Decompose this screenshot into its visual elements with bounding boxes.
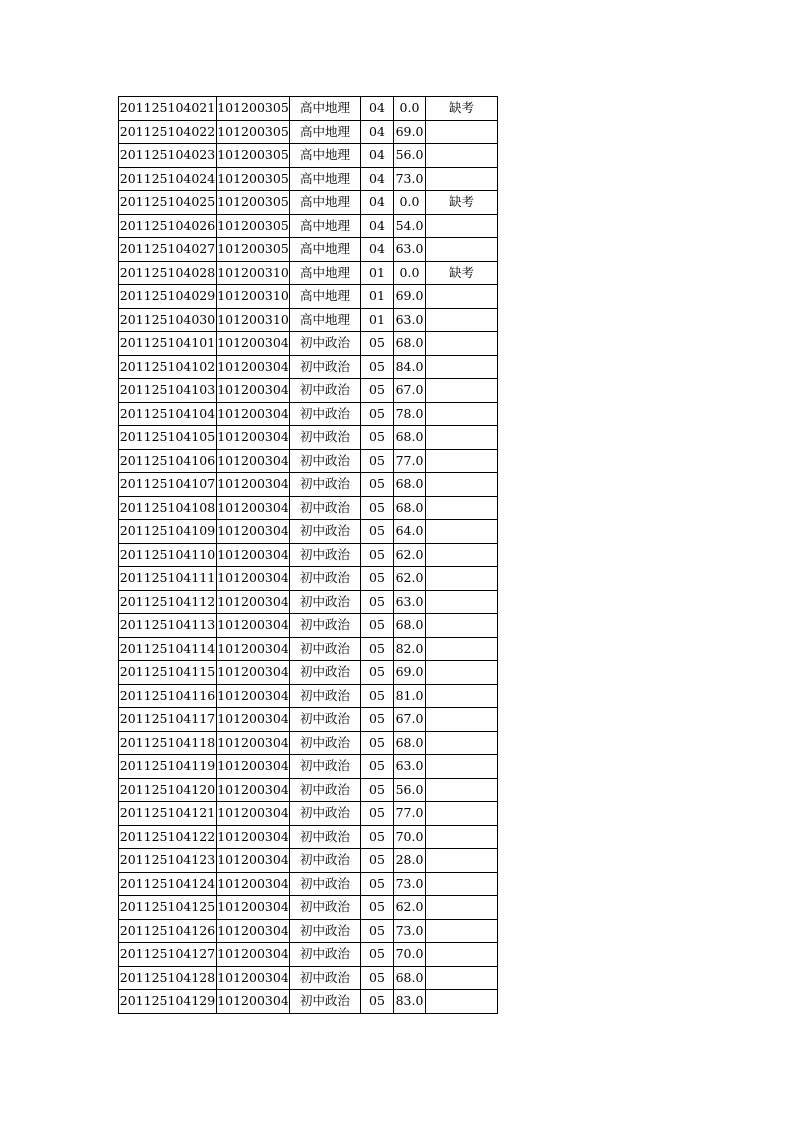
subject-cell: 初中政治 [290,778,361,802]
candidate-id-cell: 201125104110 [119,543,217,567]
note-cell [426,120,498,144]
group-cell: 01 [361,261,394,285]
table-row [119,214,498,238]
position-code-cell: 101200304 [217,872,290,896]
position-code-cell: 101200305 [217,144,290,168]
position-code-cell: 101200304 [217,567,290,591]
group-cell: 05 [361,567,394,591]
position-code-cell: 101200304 [217,802,290,826]
note-cell [426,990,498,1014]
table-row [119,543,498,567]
candidate-id-cell: 201125104026 [119,214,217,238]
table-row [119,426,498,450]
score-cell: 68.0 [394,332,426,356]
score-cell: 68.0 [394,731,426,755]
candidate-id-cell: 201125104124 [119,872,217,896]
position-code-cell: 101200310 [217,285,290,309]
position-code-cell: 101200310 [217,308,290,332]
position-code-cell: 101200304 [217,778,290,802]
score-cell: 70.0 [394,943,426,967]
table-row [119,261,498,285]
position-code-cell: 101200304 [217,755,290,779]
position-code-cell: 101200304 [217,708,290,732]
subject-cell: 初中政治 [290,684,361,708]
table-row [119,567,498,591]
candidate-id-cell: 201125104028 [119,261,217,285]
candidate-id-cell: 201125104120 [119,778,217,802]
group-cell: 05 [361,849,394,873]
group-cell: 05 [361,731,394,755]
table-row [119,872,498,896]
note-cell [426,825,498,849]
score-cell: 69.0 [394,285,426,309]
table-row [119,990,498,1014]
group-cell: 05 [361,661,394,685]
group-cell: 05 [361,755,394,779]
subject-cell: 初中政治 [290,426,361,450]
candidate-id-cell: 201125104116 [119,684,217,708]
candidate-id-cell: 201125104117 [119,708,217,732]
note-cell [426,896,498,920]
position-code-cell: 101200304 [217,919,290,943]
candidate-id-cell: 201125104109 [119,520,217,544]
candidate-id-cell: 201125104118 [119,731,217,755]
group-cell: 05 [361,496,394,520]
subject-cell: 初中政治 [290,966,361,990]
note-cell [426,379,498,403]
group-cell: 05 [361,872,394,896]
score-cell: 84.0 [394,355,426,379]
subject-cell: 初中政治 [290,849,361,873]
group-cell: 05 [361,684,394,708]
subject-cell: 高中地理 [290,214,361,238]
candidate-id-cell: 201125104126 [119,919,217,943]
table-row [119,755,498,779]
table-row [119,308,498,332]
score-cell: 68.0 [394,614,426,638]
position-code-cell: 101200304 [217,426,290,450]
group-cell: 04 [361,191,394,215]
subject-cell: 高中地理 [290,238,361,262]
note-cell [426,426,498,450]
score-cell: 70.0 [394,825,426,849]
group-cell: 05 [361,402,394,426]
note-cell [426,355,498,379]
candidate-id-cell: 201125104103 [119,379,217,403]
note-cell [426,496,498,520]
subject-cell: 初中政治 [290,802,361,826]
candidate-id-cell: 201125104123 [119,849,217,873]
position-code-cell: 101200304 [217,990,290,1014]
subject-cell: 初中政治 [290,872,361,896]
score-cell: 81.0 [394,684,426,708]
score-cell: 63.0 [394,755,426,779]
subject-cell: 初中政治 [290,379,361,403]
note-cell [426,684,498,708]
table-row [119,708,498,732]
score-cell: 68.0 [394,496,426,520]
note-cell [426,473,498,497]
candidate-id-cell: 201125104027 [119,238,217,262]
subject-cell: 初中政治 [290,708,361,732]
candidate-id-cell: 201125104115 [119,661,217,685]
subject-cell: 高中地理 [290,308,361,332]
subject-cell: 初中政治 [290,355,361,379]
position-code-cell: 101200304 [217,355,290,379]
position-code-cell: 101200304 [217,943,290,967]
candidate-id-cell: 201125104022 [119,120,217,144]
score-cell: 67.0 [394,379,426,403]
note-cell [426,755,498,779]
table-row [119,167,498,191]
table-row [119,637,498,661]
position-code-cell: 101200310 [217,261,290,285]
score-cell: 68.0 [394,966,426,990]
candidate-id-cell: 201125104029 [119,285,217,309]
candidate-id-cell: 201125104021 [119,97,217,121]
table-row [119,332,498,356]
note-cell [426,520,498,544]
group-cell: 05 [361,426,394,450]
subject-cell: 初中政治 [290,755,361,779]
table-row [119,285,498,309]
table-row [119,778,498,802]
subject-cell: 初中政治 [290,637,361,661]
subject-cell: 初中政治 [290,449,361,473]
subject-cell: 初中政治 [290,990,361,1014]
position-code-cell: 101200304 [217,849,290,873]
candidate-id-cell: 201125104024 [119,167,217,191]
subject-cell: 初中政治 [290,919,361,943]
note-cell [426,144,498,168]
table-row [119,355,498,379]
group-cell: 05 [361,708,394,732]
group-cell: 05 [361,379,394,403]
table-row [119,684,498,708]
position-code-cell: 101200305 [217,191,290,215]
position-code-cell: 101200304 [217,473,290,497]
position-code-cell: 101200304 [217,966,290,990]
group-cell: 04 [361,144,394,168]
subject-cell: 初中政治 [290,943,361,967]
table-row [119,449,498,473]
note-cell [426,778,498,802]
score-cell: 68.0 [394,426,426,450]
group-cell: 05 [361,825,394,849]
candidate-id-cell: 201125104125 [119,896,217,920]
group-cell: 05 [361,919,394,943]
score-table-body [119,97,498,1014]
score-cell: 0.0 [394,97,426,121]
position-code-cell: 101200304 [217,449,290,473]
table-row [119,919,498,943]
position-code-cell: 101200305 [217,214,290,238]
subject-cell: 初中政治 [290,543,361,567]
candidate-id-cell: 201125104108 [119,496,217,520]
group-cell: 05 [361,943,394,967]
score-cell: 64.0 [394,520,426,544]
group-cell: 05 [361,990,394,1014]
candidate-id-cell: 201125104112 [119,590,217,614]
position-code-cell: 101200304 [217,731,290,755]
score-cell: 78.0 [394,402,426,426]
table-row [119,120,498,144]
note-cell [426,731,498,755]
table-row [119,802,498,826]
table-row [119,943,498,967]
note-cell [426,402,498,426]
score-cell: 63.0 [394,238,426,262]
table-row [119,731,498,755]
group-cell: 04 [361,120,394,144]
table-row [119,473,498,497]
note-cell [426,285,498,309]
group-cell: 04 [361,167,394,191]
note-cell [426,332,498,356]
candidate-id-cell: 201125104129 [119,990,217,1014]
position-code-cell: 101200305 [217,120,290,144]
candidate-id-cell: 201125104102 [119,355,217,379]
candidate-id-cell: 201125104106 [119,449,217,473]
subject-cell: 初中政治 [290,496,361,520]
candidate-id-cell: 201125104105 [119,426,217,450]
note-cell [426,708,498,732]
table-row [119,896,498,920]
candidate-id-cell: 201125104025 [119,191,217,215]
candidate-id-cell: 201125104101 [119,332,217,356]
note-cell [426,590,498,614]
score-cell: 68.0 [394,473,426,497]
group-cell: 05 [361,896,394,920]
score-cell: 0.0 [394,261,426,285]
position-code-cell: 101200305 [217,238,290,262]
candidate-id-cell: 201125104023 [119,144,217,168]
score-cell: 69.0 [394,661,426,685]
score-cell: 73.0 [394,167,426,191]
position-code-cell: 101200304 [217,896,290,920]
subject-cell: 初中政治 [290,567,361,591]
score-cell: 62.0 [394,543,426,567]
candidate-id-cell: 201125104127 [119,943,217,967]
table-row [119,402,498,426]
subject-cell: 初中政治 [290,332,361,356]
note-cell [426,238,498,262]
note-cell [426,919,498,943]
position-code-cell: 101200304 [217,402,290,426]
subject-cell: 初中政治 [290,825,361,849]
note-cell [426,449,498,473]
note-cell [426,567,498,591]
subject-cell: 高中地理 [290,97,361,121]
note-cell: 缺考 [426,97,498,121]
score-cell: 63.0 [394,308,426,332]
position-code-cell: 101200304 [217,496,290,520]
position-code-cell: 101200305 [217,167,290,191]
score-cell: 62.0 [394,567,426,591]
group-cell: 05 [361,332,394,356]
note-cell [426,802,498,826]
table-row [119,590,498,614]
position-code-cell: 101200304 [217,637,290,661]
group-cell: 05 [361,449,394,473]
position-code-cell: 101200304 [217,379,290,403]
table-row [119,238,498,262]
subject-cell: 初中政治 [290,590,361,614]
position-code-cell: 101200304 [217,614,290,638]
score-cell: 67.0 [394,708,426,732]
score-cell: 77.0 [394,449,426,473]
position-code-cell: 101200304 [217,661,290,685]
score-cell: 77.0 [394,802,426,826]
subject-cell: 初中政治 [290,896,361,920]
note-cell [426,308,498,332]
subject-cell: 初中政治 [290,402,361,426]
score-cell: 69.0 [394,120,426,144]
candidate-id-cell: 201125104119 [119,755,217,779]
table-row [119,191,498,215]
table-row [119,661,498,685]
subject-cell: 初中政治 [290,520,361,544]
table-row [119,825,498,849]
score-cell: 56.0 [394,144,426,168]
subject-cell: 高中地理 [290,285,361,309]
score-cell: 28.0 [394,849,426,873]
note-cell [426,849,498,873]
subject-cell: 高中地理 [290,191,361,215]
position-code-cell: 101200304 [217,684,290,708]
table-row [119,520,498,544]
position-code-cell: 101200304 [217,332,290,356]
candidate-id-cell: 201125104030 [119,308,217,332]
candidate-id-cell: 201125104121 [119,802,217,826]
group-cell: 05 [361,614,394,638]
candidate-id-cell: 201125104111 [119,567,217,591]
note-cell [426,543,498,567]
score-cell: 56.0 [394,778,426,802]
note-cell [426,872,498,896]
score-cell: 0.0 [394,191,426,215]
note-cell [426,943,498,967]
score-cell: 63.0 [394,590,426,614]
position-code-cell: 101200305 [217,97,290,121]
candidate-id-cell: 201125104113 [119,614,217,638]
subject-cell: 高中地理 [290,261,361,285]
group-cell: 04 [361,238,394,262]
note-cell [426,637,498,661]
score-cell: 54.0 [394,214,426,238]
group-cell: 04 [361,97,394,121]
subject-cell: 初中政治 [290,731,361,755]
subject-cell: 初中政治 [290,614,361,638]
score-cell: 83.0 [394,990,426,1014]
candidate-id-cell: 201125104128 [119,966,217,990]
position-code-cell: 101200304 [217,825,290,849]
score-cell: 82.0 [394,637,426,661]
subject-cell: 初中政治 [290,661,361,685]
subject-cell: 高中地理 [290,144,361,168]
note-cell: 缺考 [426,191,498,215]
score-cell: 73.0 [394,919,426,943]
note-cell [426,167,498,191]
note-cell: 缺考 [426,261,498,285]
position-code-cell: 101200304 [217,543,290,567]
position-code-cell: 101200304 [217,590,290,614]
candidate-id-cell: 201125104122 [119,825,217,849]
table-row [119,379,498,403]
table-row [119,966,498,990]
table-row [119,849,498,873]
position-code-cell: 101200304 [217,520,290,544]
group-cell: 05 [361,355,394,379]
note-cell [426,966,498,990]
note-cell [426,614,498,638]
table-row [119,614,498,638]
group-cell: 05 [361,637,394,661]
score-cell: 73.0 [394,872,426,896]
group-cell: 05 [361,966,394,990]
group-cell: 05 [361,802,394,826]
group-cell: 05 [361,520,394,544]
group-cell: 05 [361,473,394,497]
group-cell: 01 [361,308,394,332]
table-row [119,97,498,121]
candidate-id-cell: 201125104107 [119,473,217,497]
group-cell: 01 [361,285,394,309]
subject-cell: 高中地理 [290,120,361,144]
candidate-id-cell: 201125104104 [119,402,217,426]
score-cell: 62.0 [394,896,426,920]
candidate-id-cell: 201125104114 [119,637,217,661]
subject-cell: 初中政治 [290,473,361,497]
subject-cell: 高中地理 [290,167,361,191]
group-cell: 05 [361,590,394,614]
group-cell: 05 [361,778,394,802]
note-cell [426,661,498,685]
table-row [119,144,498,168]
score-table [118,96,498,1014]
group-cell: 05 [361,543,394,567]
note-cell [426,214,498,238]
group-cell: 04 [361,214,394,238]
table-row [119,496,498,520]
